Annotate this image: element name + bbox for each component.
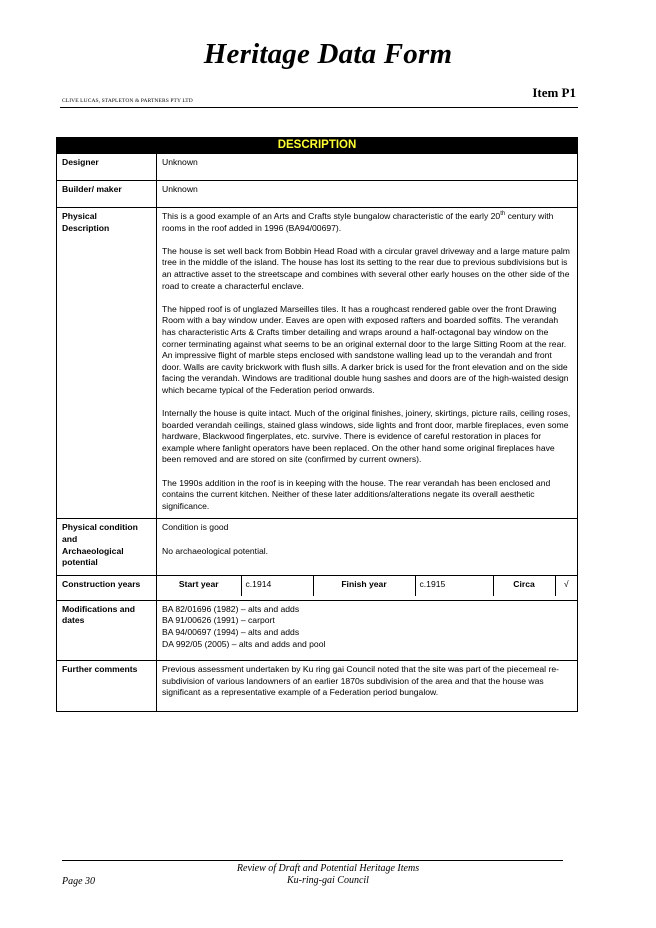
modifications-label-line: dates xyxy=(62,615,85,626)
item-number: Item P1 xyxy=(532,85,576,100)
footer-title xyxy=(0,863,656,887)
condition-value xyxy=(157,519,578,575)
physical-description-label xyxy=(57,208,157,519)
condition-text: Condition is good xyxy=(162,522,229,533)
condition-label-line: Archaeological xyxy=(62,545,124,556)
designer-value: Unknown xyxy=(157,154,578,181)
modifications-label xyxy=(57,600,157,660)
modification-item: BA 94/00697 (1994) – alts and adds xyxy=(162,627,300,637)
firm-name: CLIVE LUCAS, STAPLETON & PARTNERS PTY LTD xyxy=(62,98,193,104)
page-title: Heritage Data Form xyxy=(203,38,453,70)
description-text: This is a good example of an Arts and Crafts style bungalow characteristic of the early 20 xyxy=(162,211,501,221)
page-number: Page 30 xyxy=(62,876,96,887)
description-paragraph: The 1990s addition in the roof is in keeping with the house. The rear verandah has been enclosed and contains the current kitchen. Neither of these later additions/alterations negate its overall aesthetic significance. xyxy=(162,477,551,511)
heritage-data-form xyxy=(56,137,578,712)
description-text: century with rooms in the roof added in 1996 (BA94/00697). xyxy=(162,211,554,233)
circa-check-mark: √ xyxy=(555,576,577,597)
condition-label-line: and xyxy=(62,534,78,545)
footer-report-title: Review of Draft and Potential Heritage Items xyxy=(236,863,420,874)
description-paragraph: The hipped roof is of unglazed Marseilles tiles. It has a roughcast rendered gable over the front Drawing Room with a bay window under. Eaves are open with exposed rafters and boarded soffits. The verandah has characteristic Arts & Crafts timber detailing and wraps around a half-octagonal bay window on the corner terminating against what seems to be an original external door to the large Sitting Room at the rear. An impressive flight of marble steps enclosed with sandstone walling lead up to the verandah and front door. Walls are cavity brickwork with flush sills. A darker brick is used for the front elevation and on the side facing the verandah. Windows are traditional double hung sashes and doors are of the high-waisted design which became typical of the Federation period onwards. xyxy=(162,303,569,395)
modifications-row xyxy=(57,600,578,660)
footer-council-name: Ku-ring-gai Council xyxy=(287,875,369,886)
start-year-value: c.1914 xyxy=(241,576,313,597)
description-paragraph xyxy=(162,211,573,234)
physical-description-label-line: Description xyxy=(62,222,110,233)
modifications-list xyxy=(157,600,578,660)
builder-label: Builder/ maker xyxy=(57,181,157,208)
modification-item: DA 992/05 (2005) – alts and adds and pool xyxy=(162,638,326,649)
circa-label: Circa xyxy=(493,576,555,597)
designer-row xyxy=(57,154,578,181)
physical-description-label-line: Physical xyxy=(62,211,97,221)
physical-description-value xyxy=(157,208,578,519)
further-comments-value: Previous assessment undertaken by Ku ring gai Council noted that the site was part of the piecemeal re-subdivision of various landowners of an earlier 1870s subdivision of the area and that the house was significant as a representative example of a Federation period bungalow. xyxy=(157,661,578,712)
further-comments-row xyxy=(57,661,578,712)
construction-years-label: Construction years xyxy=(57,575,157,600)
condition-label-line: potential xyxy=(62,557,98,568)
description-paragraph: Internally the house is quite intact. Much of the original finishes, joinery, skirtings, picture rails, ceiling roses, boarded verandah ceilings, stained glass windows, side lights and front door, marble fireplaces, even some hardware, Blackwood fingerplates, etc. survive. There is evidence of careful restoration in places for example where fanlight operators have been replaced. On the other hand some original fireplaces have been removed and are stored on site (confirmed by current owners). xyxy=(162,408,571,465)
description-paragraph: The house is set well back from Bobbin Head Road with a circular gravel driveway and a large mature palm tree in the middle of the island. The house has lost its setting to the rear due to previous subdivisions but is an attractive asset to the streetscape and combines with several other early houses on the other side of the road to create a characterful enclave. xyxy=(162,245,570,291)
description-heading-row xyxy=(57,138,578,154)
footer-divider xyxy=(62,860,563,861)
header-divider xyxy=(60,107,578,108)
condition-label-line: Physical condition xyxy=(62,522,138,533)
superscript: th xyxy=(500,211,506,218)
condition-label xyxy=(57,519,157,575)
start-year-label: Start year xyxy=(178,578,219,589)
modification-item: BA 91/00626 (1991) – carport xyxy=(162,615,275,626)
modifications-label-line: Modifications and xyxy=(62,603,136,614)
finish-year-value: c.1915 xyxy=(415,576,493,597)
construction-years-table xyxy=(157,576,577,597)
archaeology-text: No archaeological potential. xyxy=(162,545,269,556)
construction-years-value xyxy=(157,575,578,600)
further-comments-label: Further comments xyxy=(57,661,157,712)
section-heading: DESCRIPTION xyxy=(57,138,578,154)
builder-row xyxy=(57,181,578,208)
condition-row xyxy=(57,519,578,575)
builder-value: Unknown xyxy=(157,181,578,208)
construction-years-row xyxy=(57,575,578,600)
designer-label: Designer xyxy=(57,154,157,181)
finish-year-label: Finish year xyxy=(313,576,415,597)
modification-item: BA 82/01696 (1982) – alts and adds xyxy=(162,603,300,614)
physical-description-row xyxy=(57,208,578,519)
